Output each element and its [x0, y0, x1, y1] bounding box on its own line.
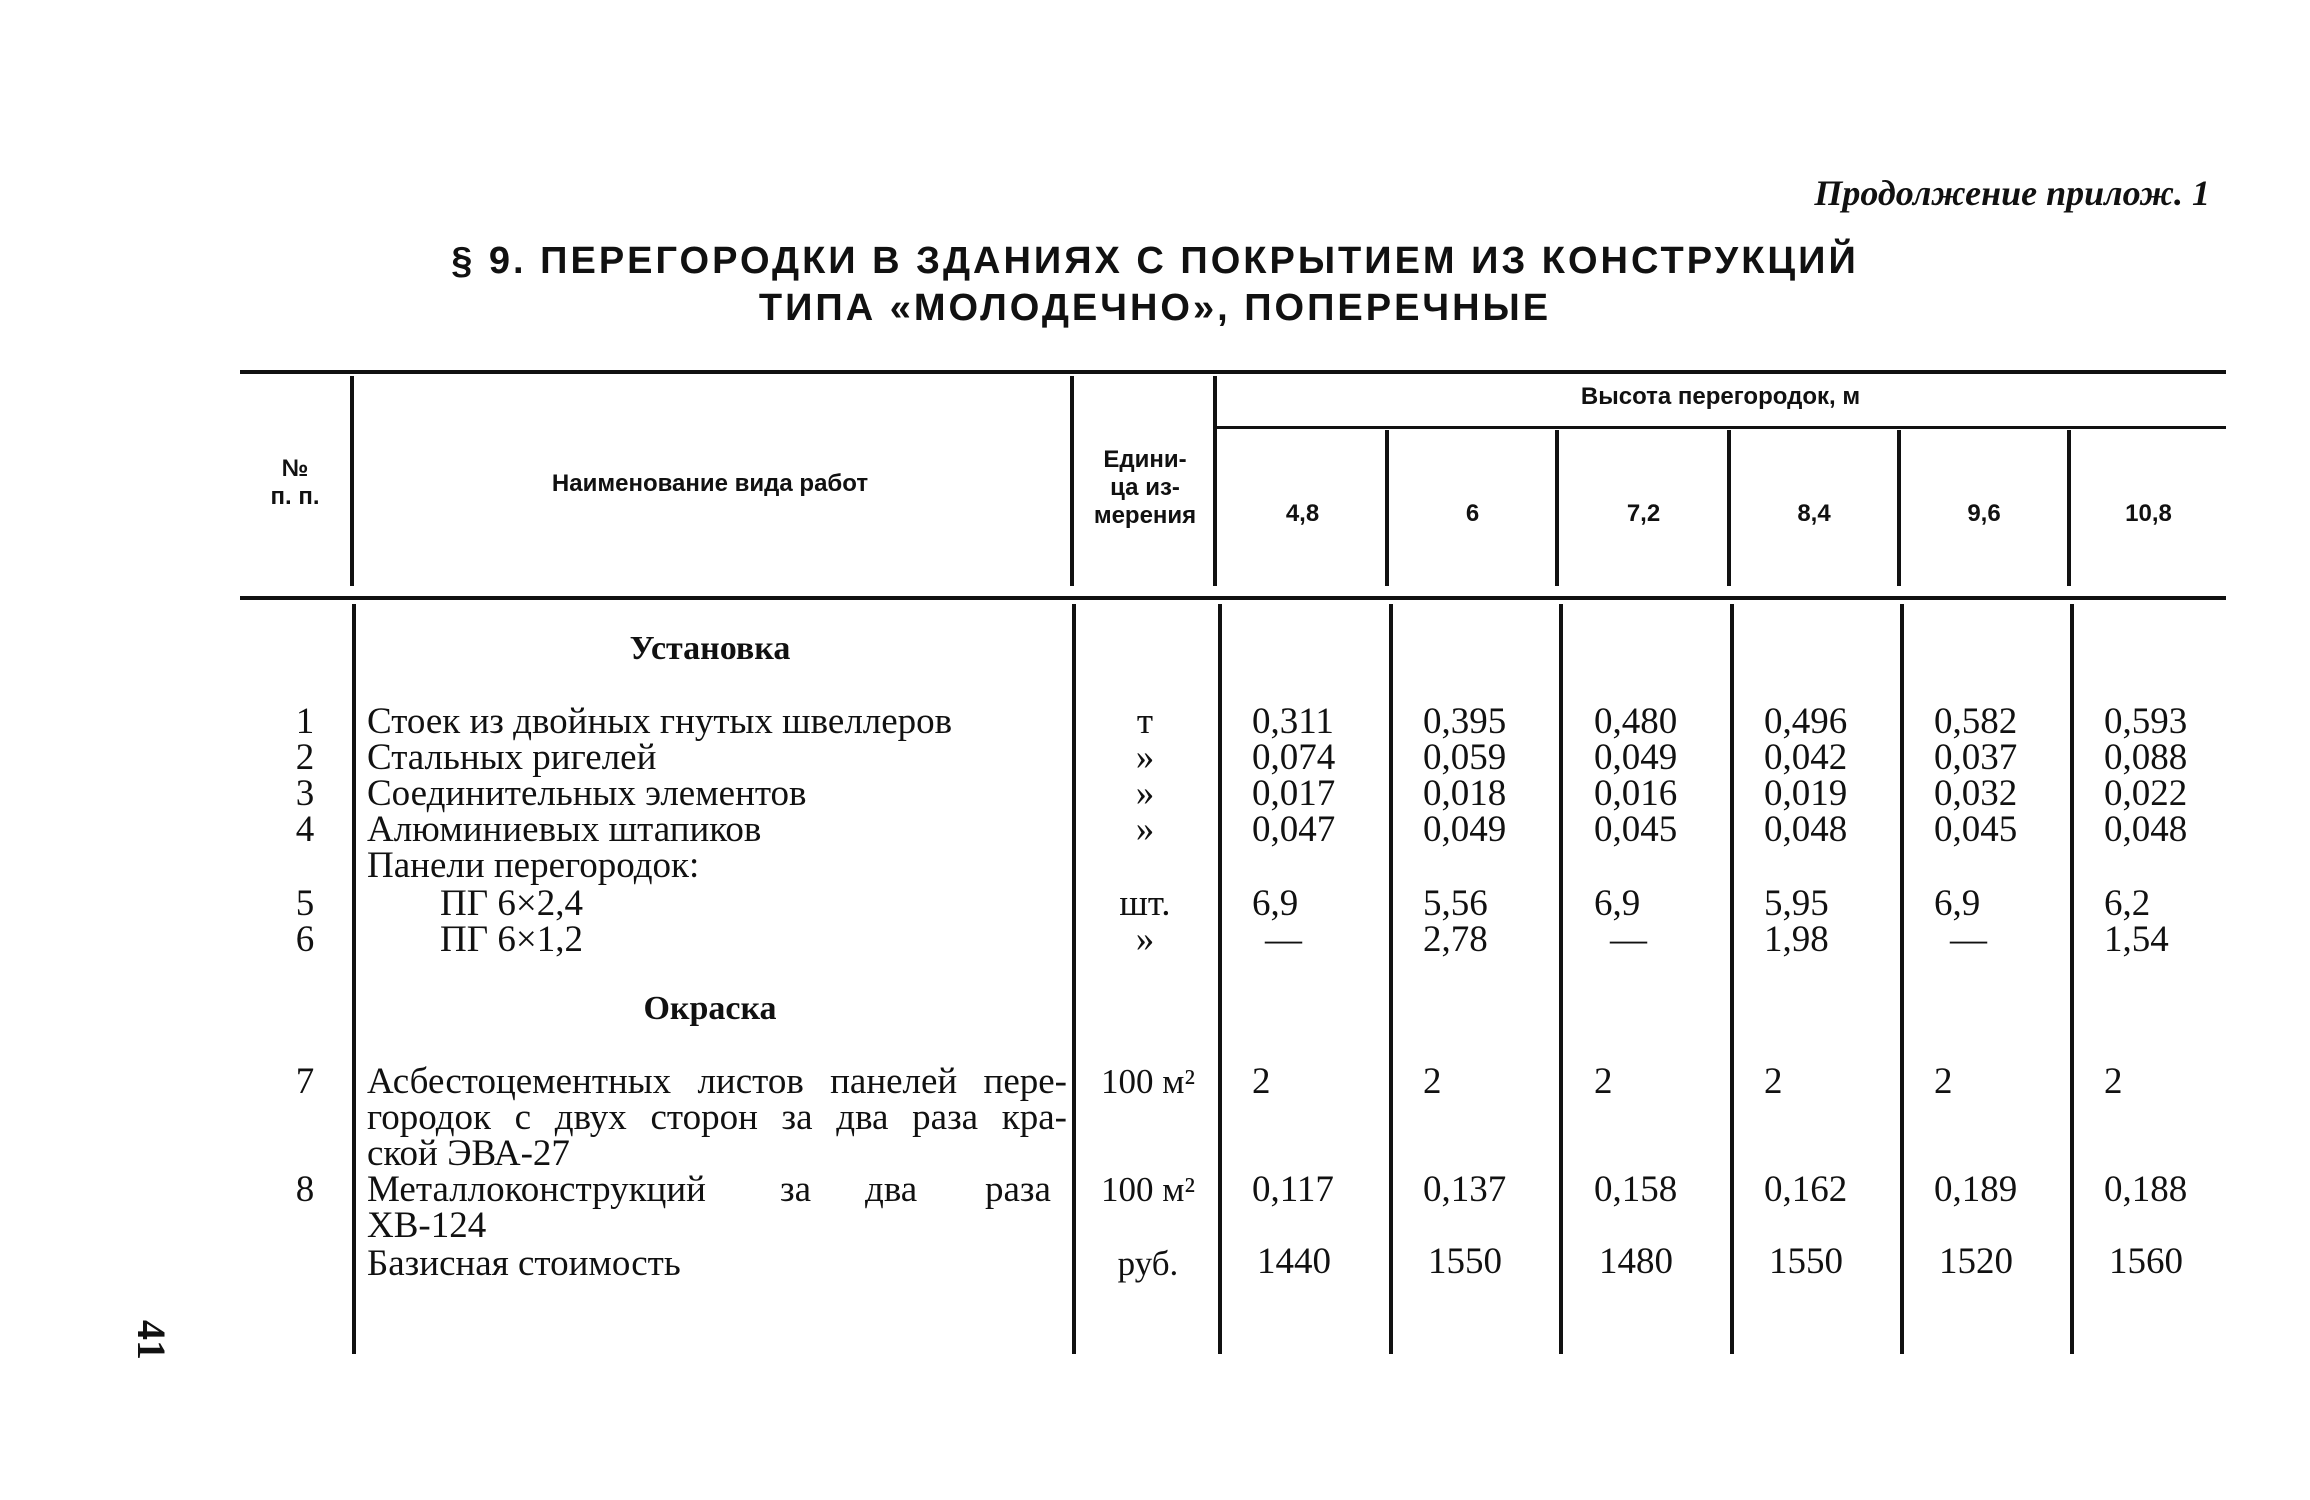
row-value: 0,059: [1423, 737, 1507, 778]
row-work-name: Соединительных элементов: [367, 773, 807, 814]
row-value: 0,593: [2104, 701, 2188, 742]
row-value: 0,019: [1764, 773, 1848, 814]
row-value: 0,049: [1594, 737, 1678, 778]
row-value: 6,2: [2104, 883, 2151, 924]
row-work-name: Стальных ригелей: [367, 737, 657, 778]
column-divider: [1389, 604, 1393, 1354]
header-bottom-rule: [240, 596, 2226, 600]
section-title-line-2: ТИПА «МОЛОДЕЧНО», ПОПЕРЕЧНЫЕ: [758, 287, 1552, 329]
row-value: 0,395: [1423, 701, 1507, 742]
column-divider: [352, 604, 356, 1354]
column-divider: [350, 376, 354, 586]
row-work-name: Панели перегородок:: [367, 845, 700, 886]
row-value: 1,98: [1764, 919, 1829, 960]
row-value: 2: [1252, 1061, 1271, 1102]
row-value: 0,048: [1764, 809, 1848, 850]
row-number: 6: [295, 919, 315, 960]
header-height-4-8: 4,8: [1285, 500, 1320, 527]
row-number: 7: [295, 1061, 315, 1102]
continuation-note: Продолжение прилож. 1: [1814, 173, 2210, 213]
row-work-name: городок с двух сторон за два раза кра-: [367, 1097, 1067, 1138]
row-value: 0,045: [1594, 809, 1678, 850]
row-unit: шт.: [1119, 883, 1171, 924]
row-work-name: за: [780, 1169, 812, 1210]
row-work-name: ПГ 6×2,4: [440, 883, 583, 924]
row-value: 0,074: [1252, 737, 1336, 778]
row-value: 0,137: [1423, 1169, 1507, 1210]
header-unit-line: Едини-: [1103, 446, 1187, 473]
header-height-10-8: 10,8: [2125, 500, 2172, 527]
row-unit: »: [1135, 773, 1155, 814]
row-value: 5,95: [1764, 883, 1829, 924]
row-work-name: Алюминиевых штапиков: [367, 809, 762, 850]
row-value: 0,088: [2104, 737, 2188, 778]
header-work-name: Наименование вида работ: [551, 470, 869, 497]
column-divider: [1730, 604, 1734, 1354]
row-value: —: [1265, 919, 1302, 960]
row-value: 0,117: [1252, 1169, 1334, 1210]
row-value: 6,9: [1252, 883, 1299, 924]
row-value: 6,9: [1594, 883, 1641, 924]
row-value: 0,022: [2104, 773, 2188, 814]
row-value: 2,78: [1423, 919, 1488, 960]
row-number: 3: [295, 773, 315, 814]
row-value: 0,188: [2104, 1169, 2188, 1210]
row-value: 0,311: [1252, 701, 1334, 742]
row-unit: »: [1135, 809, 1155, 850]
row-number: 2: [295, 737, 315, 778]
column-divider: [1559, 604, 1563, 1354]
section-install: Установка: [629, 630, 791, 667]
header-number: [250, 455, 340, 511]
header-height-6: 6: [1465, 500, 1480, 527]
table-top-rule: [240, 370, 2226, 374]
row-unit: »: [1135, 737, 1155, 778]
row-number: 4: [295, 809, 315, 850]
row-value: 0,480: [1594, 701, 1678, 742]
row-value: 1550: [1769, 1241, 1843, 1282]
row-value: 0,018: [1423, 773, 1507, 814]
row-work-name: два: [865, 1169, 918, 1210]
row-work-name: Стоек из двойных гнутых швеллеров: [367, 701, 953, 742]
row-value: 1520: [1939, 1241, 2013, 1282]
header-unit-line: мерения: [1093, 502, 1197, 529]
row-value: 2: [1764, 1061, 1783, 1102]
row-work-name: Металлоконструкций: [367, 1169, 706, 1210]
row-value: 0,582: [1934, 701, 2018, 742]
row-work-name: раза: [985, 1169, 1051, 1210]
column-divider: [1072, 604, 1076, 1354]
row-value: 1550: [1428, 1241, 1502, 1282]
row-value: 0,016: [1594, 773, 1678, 814]
row-value: 0,496: [1764, 701, 1848, 742]
header-number-abbr: п. п.: [270, 483, 320, 510]
row-value: 0,037: [1934, 737, 2018, 778]
column-divider: [1385, 430, 1389, 586]
row-value: 2: [2104, 1061, 2123, 1102]
row-value: 0,189: [1934, 1169, 2018, 1210]
header-height-9-6: 9,6: [1967, 500, 2001, 527]
row-unit: т: [1136, 701, 1154, 742]
row-value: 0,048: [2104, 809, 2188, 850]
row-value: 0,158: [1594, 1169, 1678, 1210]
column-divider: [1555, 430, 1559, 586]
header-height-7-2: 7,2: [1626, 500, 1661, 527]
row-number: 8: [295, 1169, 315, 1210]
row-unit: »: [1135, 919, 1155, 960]
row-work-name: ПГ 6×1,2: [440, 919, 583, 960]
row-unit: 100 м²: [1101, 1062, 1195, 1101]
page-number: 41: [129, 1320, 174, 1360]
header-unit: [1080, 446, 1210, 530]
row-value: 0,162: [1764, 1169, 1848, 1210]
row-value: 1560: [2109, 1241, 2183, 1282]
row-work-name: ХВ-124: [367, 1205, 487, 1246]
row-value: 6,9: [1934, 883, 1981, 924]
row-number: 1: [295, 701, 315, 742]
section-paint: Окраска: [643, 990, 777, 1027]
column-divider: [1070, 376, 1074, 586]
row-value: 0,047: [1252, 809, 1336, 850]
row-value: 0,042: [1764, 737, 1848, 778]
row-unit: руб.: [1117, 1244, 1179, 1283]
row-value: 5,56: [1423, 883, 1488, 924]
row-value: 1480: [1599, 1241, 1673, 1282]
row-value: 0,017: [1252, 773, 1336, 814]
row-value: 0,032: [1934, 773, 2018, 814]
header-unit-line: ца из-: [1110, 474, 1180, 501]
header-height-8-4: 8,4: [1797, 500, 1831, 527]
row-value: 1,54: [2104, 919, 2169, 960]
row-work-name: Асбестоцементных листов панелей пере-: [367, 1061, 1067, 1102]
row-unit: 100 м²: [1101, 1170, 1195, 1209]
row-number: 5: [295, 883, 315, 924]
row-work-name: ской ЭВА-27: [367, 1133, 570, 1174]
row-value: 2: [1594, 1061, 1613, 1102]
column-divider: [1218, 604, 1222, 1354]
group-header-rule: [1215, 426, 2226, 429]
row-value: 0,049: [1423, 809, 1507, 850]
row-value: —: [1610, 919, 1647, 960]
column-divider: [1900, 604, 1904, 1354]
row-work-name: Базисная стоимость: [367, 1243, 681, 1284]
row-value: 1440: [1257, 1241, 1331, 1282]
row-value: 0,045: [1934, 809, 2018, 850]
row-value: 2: [1423, 1061, 1442, 1102]
row-value: 2: [1934, 1061, 1953, 1102]
row-value: —: [1950, 919, 1987, 960]
header-height-group: Высота перегородок, м: [1580, 383, 1861, 410]
header-number-symbol: №: [281, 455, 309, 482]
column-divider: [2070, 604, 2074, 1354]
section-title-line-1: § 9. ПЕРЕГОРОДКИ В ЗДАНИЯХ С ПОКРЫТИЕМ ИЗ КОНСТРУКЦИЙ: [451, 240, 1859, 282]
